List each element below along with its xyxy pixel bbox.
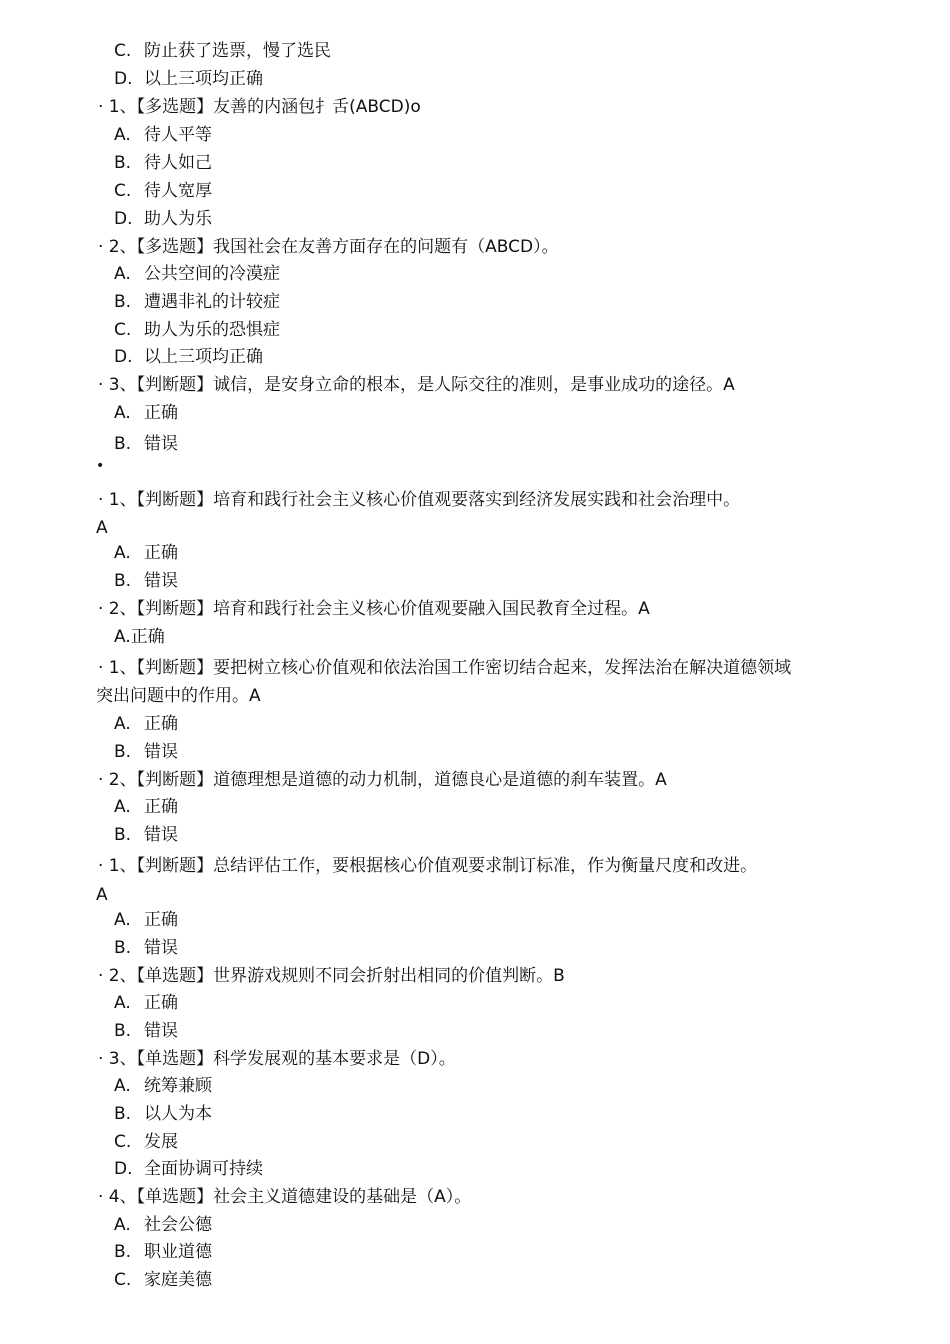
option-text: 防止获了选票，慢了选民 (144, 41, 331, 61)
option-line (114, 434, 178, 454)
option-letter: D. (114, 209, 133, 229)
option-text: 发展 (144, 1132, 178, 1152)
option-letter: D. (114, 347, 133, 367)
bullet-separator: • (96, 458, 105, 474)
option-letter: B. (114, 1104, 132, 1124)
option-line (114, 1021, 178, 1041)
option-line (114, 1270, 212, 1290)
option-text: 错误 (144, 571, 178, 591)
question-line: · 2、【判断题】培育和践行社会主义核心价值观要融入国民教育全过程。A (98, 599, 650, 619)
option-letter: A. (114, 264, 131, 284)
option-line (114, 1242, 212, 1262)
option-text: 公共空间的冷漠症 (144, 264, 280, 284)
option-letter: B. (114, 153, 132, 173)
option-line (114, 1076, 212, 1096)
option-letter: B. (114, 825, 132, 845)
option-letter: C. (114, 1132, 132, 1152)
option-letter: B. (114, 1242, 132, 1262)
option-text: 职业道德 (144, 1242, 212, 1262)
option-text: 正确 (144, 714, 178, 734)
question-line: · 3、【判断题】诚信，是安身立命的根本，是人际交往的准则，是事业成功的途径。A (98, 375, 735, 395)
option-text: 错误 (144, 825, 178, 845)
option-line (114, 403, 178, 423)
option-line (114, 209, 212, 229)
question-line: · 4、【单选题】社会主义道德建设的基础是（A）。 (98, 1187, 472, 1207)
option-letter: A. (114, 1076, 131, 1096)
option-line (114, 742, 178, 762)
option-line (114, 910, 178, 930)
question-line: · 2、【多选题】我国社会在友善方面存在的问题有（ABCD）。 (98, 237, 559, 257)
option-letter: A. (114, 714, 131, 734)
question-continuation: 突出问题中的作用。A (96, 686, 261, 706)
option-text: 错误 (144, 434, 178, 454)
option-letter: A. (114, 1215, 131, 1235)
option-text: 正确 (144, 910, 178, 930)
option-letter: B. (114, 571, 132, 591)
option-line (114, 993, 178, 1013)
option-text: 以上三项均正确 (144, 69, 263, 89)
answer-continuation: A (96, 518, 108, 538)
option-line (114, 825, 178, 845)
option-text: 正确 (144, 543, 178, 563)
option-line (114, 69, 263, 89)
option-text: 遭遇非礼的计较症 (144, 292, 280, 312)
option-text: 待人宽厚 (144, 181, 212, 201)
option-letter: D. (114, 1159, 133, 1179)
option-letter: B. (114, 938, 132, 958)
option-letter: A. (114, 403, 131, 423)
option-text: 以人为本 (144, 1104, 212, 1124)
option-letter: D. (114, 69, 133, 89)
option-line (114, 938, 178, 958)
option-letter: B. (114, 742, 132, 762)
option-line (114, 797, 178, 817)
option-line (114, 1215, 212, 1235)
question-line: · 2、【单选题】世界游戏规则不同会折射出相同的价值判断。B (98, 966, 565, 986)
option-text: 统筹兼顾 (144, 1076, 212, 1096)
question-line: · 1、【多选题】友善的内涵包扌舌(ABCD)o (98, 97, 421, 117)
option-letter: A. (114, 797, 131, 817)
option-line (114, 714, 178, 734)
option-text: 错误 (144, 742, 178, 762)
option-letter: A. (114, 543, 131, 563)
option-letter: C. (114, 41, 132, 61)
option-text: 全面协调可持续 (144, 1159, 263, 1179)
option-text: 正确 (144, 797, 178, 817)
option-line (114, 153, 212, 173)
option-line (114, 292, 280, 312)
option-text: 正确 (144, 403, 178, 423)
question-line: · 1、【判断题】总结评估工作，要根据核心价值观要求制订标准，作为衡量尺度和改进。 (98, 856, 758, 876)
question-line: · 1、【判断题】要把树立核心价值观和依法治国工作密切结合起来，发挥法治在解决道德领域 (98, 658, 792, 678)
option-text: 助人为乐 (144, 209, 212, 229)
option-line (114, 264, 280, 284)
option-line (114, 125, 212, 145)
option-line (114, 1159, 263, 1179)
option-line (114, 1104, 212, 1124)
option-letter: C. (114, 320, 132, 340)
option-text: 待人如己 (144, 153, 212, 173)
option-letter: A. (114, 993, 131, 1013)
option-text: 错误 (144, 1021, 178, 1041)
option-text: 正确 (144, 993, 178, 1013)
option-line (114, 571, 178, 591)
option-line (114, 1132, 178, 1152)
option-text: 以上三项均正确 (144, 347, 263, 367)
option-text: 家庭美德 (144, 1270, 212, 1290)
option-letter: B. (114, 1021, 132, 1041)
option-text: 助人为乐的恐惧症 (144, 320, 280, 340)
answer-continuation: A (96, 885, 108, 905)
option-text: 待人平等 (144, 125, 212, 145)
option-letter: B. (114, 292, 132, 312)
option-line: A.正确 (114, 627, 165, 647)
option-letter: C. (114, 181, 132, 201)
option-text: 错误 (144, 938, 178, 958)
option-line (114, 181, 212, 201)
option-line (114, 320, 280, 340)
option-text: 社会公德 (144, 1215, 212, 1235)
option-letter: B. (114, 434, 132, 454)
question-line: · 3、【单选题】科学发展观的基本要求是（D）。 (98, 1049, 456, 1069)
option-letter: A. (114, 910, 131, 930)
option-letter: C. (114, 1270, 132, 1290)
question-line: · 1、【判断题】培育和践行社会主义核心价值观要落实到经济发展实践和社会治理中。 (98, 490, 741, 510)
question-line: · 2、【判断题】道德理想是道德的动力机制，道德良心是道德的刹车装置。A (98, 770, 667, 790)
option-letter: A. (114, 125, 131, 145)
option-line (114, 543, 178, 563)
option-line (114, 41, 331, 61)
option-line (114, 347, 263, 367)
